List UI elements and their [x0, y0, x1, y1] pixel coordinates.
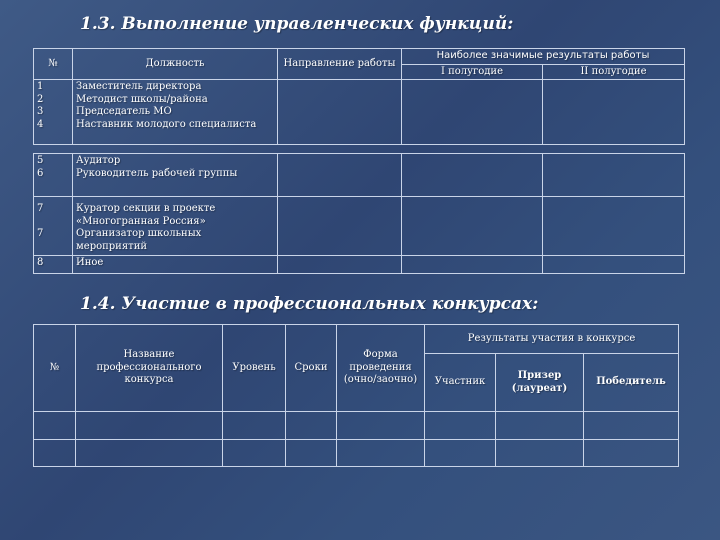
t1-row1-num: 1 2 3 4: [33, 79, 73, 145]
t1-row2-half2: [542, 153, 685, 197]
t1-row2-direction: [277, 153, 402, 197]
t2-header-level: Уровень: [222, 324, 286, 412]
t1-row4-half1: [401, 255, 543, 274]
t2-header-prize: Призер (лауреат): [495, 353, 584, 412]
section2-title: 1.4. Участие в профессиональных конкурсах:: [80, 294, 539, 314]
t1-row4-position: Иное: [72, 255, 278, 274]
t1-row3-direction: [277, 196, 402, 256]
t1-row4-direction: [277, 255, 402, 274]
t2-header-num: №: [33, 324, 76, 412]
t1-header-half1: I полугодие: [401, 64, 543, 80]
t1-row3-position: Куратор секции в проекте «Многогранная Россия» Организатор школьных мероприятий: [72, 196, 278, 256]
t2-row2-form: [336, 439, 425, 467]
t1-row3-num: 7 7: [33, 196, 73, 256]
t1-header-direction: Направление работы: [277, 48, 402, 80]
t1-row1-half1: [401, 79, 543, 145]
t1-header-results: Наиболее значимые результаты работы: [401, 48, 685, 65]
t2-row1-prize: [495, 411, 584, 440]
t1-row4-half2: [542, 255, 685, 274]
t1-header-half2: II полугодие: [542, 64, 685, 80]
competitions-table: [33, 324, 679, 467]
t2-header-dates: Сроки: [285, 324, 337, 412]
t2-row2-prize: [495, 439, 584, 467]
section1-title: 1.3. Выполнение управленческих функций:: [80, 14, 514, 34]
t2-row2-participant: [424, 439, 496, 467]
t2-row2-level: [222, 439, 286, 467]
t2-header-results: Результаты участия в конкурсе: [424, 324, 679, 354]
t2-row2-name: [75, 439, 223, 467]
t2-row2-num: [33, 439, 76, 467]
t1-row1-direction: [277, 79, 402, 145]
management-functions-table: [33, 48, 685, 274]
t1-row4-num: 8: [33, 255, 73, 274]
t2-header-name: Название профессионального конкурса: [75, 324, 223, 412]
t2-row1-level: [222, 411, 286, 440]
t2-header-winner: Победитель: [583, 353, 679, 412]
t1-row1-half2: [542, 79, 685, 145]
t2-header-participant: Участник: [424, 353, 496, 412]
t2-row2-winner: [583, 439, 679, 467]
t1-row1-position: Заместитель директора Методист школы/района Председатель МО Наставник молодого специалиста: [72, 79, 278, 145]
t2-row1-dates: [285, 411, 337, 440]
t1-header-position: Должность: [72, 48, 278, 80]
t2-row1-winner: [583, 411, 679, 440]
t2-row1-form: [336, 411, 425, 440]
t1-row3-half1: [401, 196, 543, 256]
t2-row1-num: [33, 411, 76, 440]
t2-header-form: Форма проведения (очно/заочно): [336, 324, 425, 412]
t1-row2-position: Аудитор Руководитель рабочей группы: [72, 153, 278, 197]
t2-row2-dates: [285, 439, 337, 467]
t1-row2-num: 5 6: [33, 153, 73, 197]
t2-row1-participant: [424, 411, 496, 440]
t1-row2-half1: [401, 153, 543, 197]
t1-row3-half2: [542, 196, 685, 256]
t1-header-num: №: [33, 48, 73, 80]
t2-row1-name: [75, 411, 223, 440]
